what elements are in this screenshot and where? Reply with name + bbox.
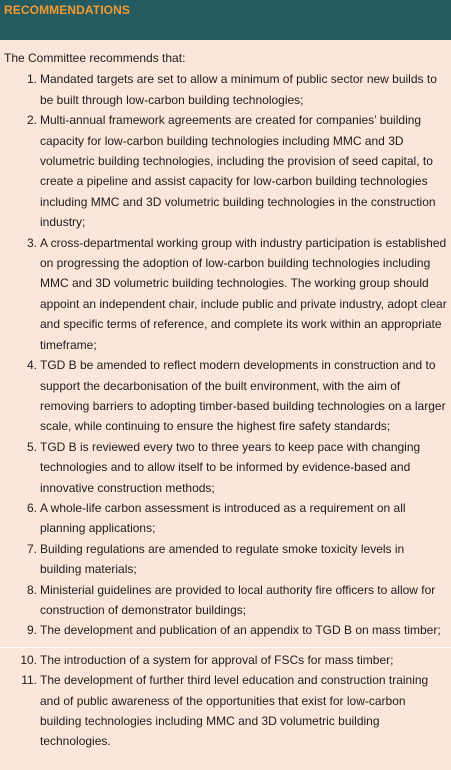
recommendation-item (4, 580, 447, 621)
recommendation-item (4, 233, 447, 355)
item-number: 9. (26, 623, 37, 638)
item-text: Mandated targets are set to allow a minimum of public sector new builds to be built through low-carbon building technologies; (40, 72, 437, 107)
item-text: The introduction of a system for approval of FSCs for mass timber; (40, 652, 394, 667)
recommendation-item (4, 670, 447, 752)
section-title: RECOMMENDATIONS (4, 3, 130, 17)
item-number: 6. (26, 500, 37, 515)
item-text: TGD B be amended to reflect modern developments in construction and to support the decarbonisation of the built environment, with the aim of removing barriers to adopting timber-based building technologies on a larger scale, while continuing to ensure the highest fire safety standards; (40, 358, 446, 434)
recommendations-list-continued (4, 650, 447, 752)
recommendation-item (4, 650, 447, 670)
item-number: 8. (26, 582, 37, 597)
item-number: 4. (26, 358, 37, 373)
item-text: A cross-departmental working group with industry participation is established on progressing the adoption of low-carbon building technologies including MMC and 3D volumetric building technologies. The working group should appoint an independent chair, include public and private industry, adopt clear and specific terms of reference, and complete its work within an appropriate timeframe; (40, 235, 447, 352)
item-text: A whole-life carbon assessment is introduced as a requirement on all planning applications; (40, 500, 406, 536)
recommendation-item (4, 110, 447, 232)
page-divider (0, 647, 451, 648)
item-number: 11. (21, 673, 37, 688)
recommendation-item (4, 539, 447, 580)
recommendation-item (4, 355, 447, 437)
section-header (0, 0, 451, 40)
item-text: TGD B is reviewed every two to three years to keep pace with changing technologies and to allow itself to be informed by evidence-based and innovative construction methods; (40, 439, 421, 495)
item-number: 7. (26, 541, 37, 556)
item-number: 2. (26, 113, 37, 128)
item-text: Building regulations are amended to regulate smoke toxicity levels in building materials; (40, 541, 405, 577)
item-number: 5. (26, 439, 37, 454)
item-text: Ministerial guidelines are provided to local authority fire officers to allow for construction of demonstrator buildings; (40, 582, 436, 617)
recommendation-item (4, 69, 447, 110)
item-number: 3. (26, 235, 37, 250)
recommendations-body (0, 40, 451, 752)
recommendations-list (4, 69, 447, 640)
item-text: Multi-annual framework agreements are created for companies’ building capacity for low-carbon building technologies including MMC and 3D volumetric building technologies, including the provision of seed capital, to create a pipeline and assist capacity for low-carbon building technologies including MMC and 3D volumetric building technologies in the construction industry; (40, 113, 436, 230)
recommendation-item (4, 620, 447, 640)
intro-text: The Committee recommends that: (4, 51, 186, 65)
item-text: The development of further third level education and construction training and of public awareness of the opportunities that exist for low-carbon building technologies including MMC and 3D volumetric building technologies. (40, 673, 429, 749)
item-number: 1. (26, 72, 37, 87)
recommendation-item (4, 498, 447, 539)
item-number: 10. (20, 652, 37, 667)
recommendation-item (4, 437, 447, 498)
item-text: The development and publication of an appendix to TGD B on mass timber; (40, 623, 441, 638)
